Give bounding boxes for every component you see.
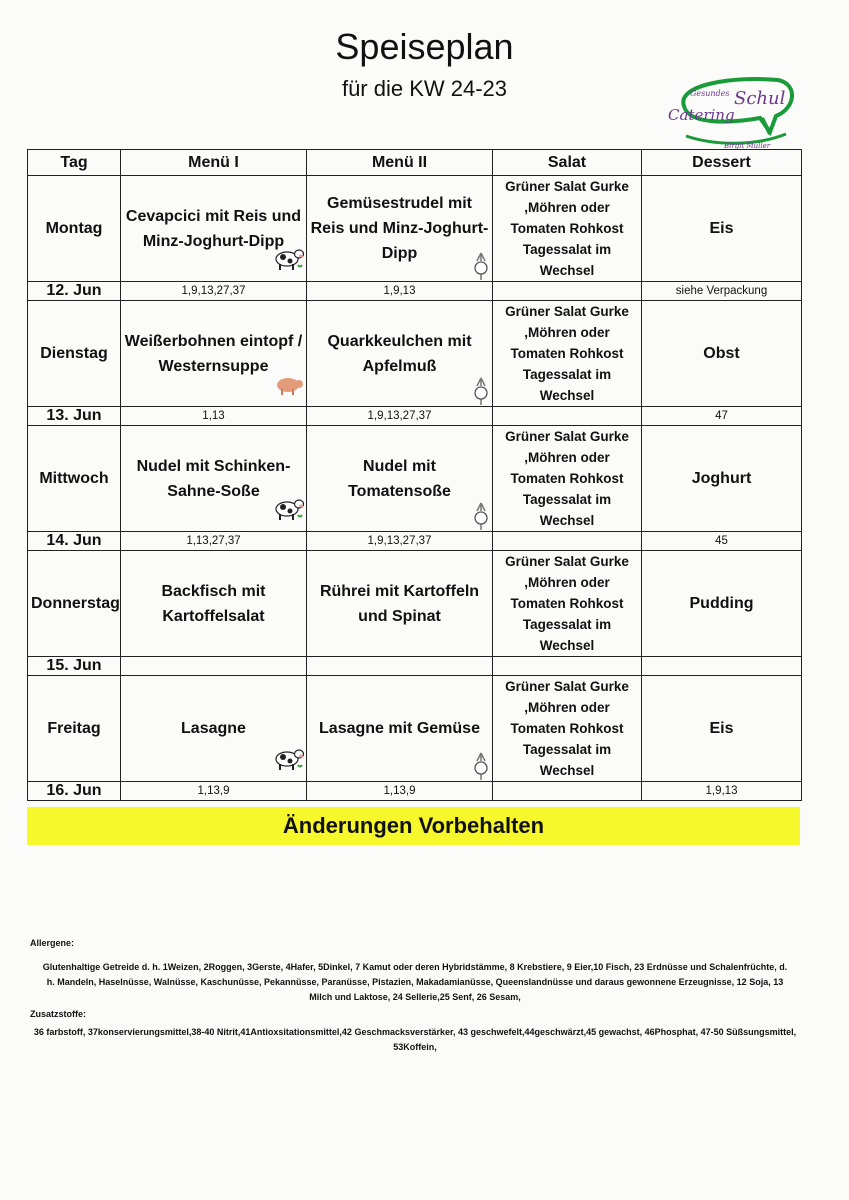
menu-table <box>27 149 802 801</box>
header-salat: Salat <box>493 150 642 176</box>
day-name: Donnerstag <box>28 551 121 657</box>
salad-allergens <box>493 657 642 676</box>
dessert-allergens <box>642 657 802 676</box>
logo-line4: Birgit Müller <box>724 142 771 150</box>
menu2-text: Lasagne mit Gemüse <box>319 720 480 737</box>
logo-line1: Gesundes <box>690 89 730 98</box>
allergen-row <box>28 782 802 801</box>
day-row <box>28 676 802 782</box>
menu1-allergens: 1,13 <box>121 407 307 426</box>
menu1-text: Lasagne <box>181 720 246 737</box>
dessert-allergens: siehe Verpackung <box>642 282 802 301</box>
menu2-text: Rührei mit Kartoffeln und Spinat <box>319 582 480 625</box>
dessert-cell: Eis <box>642 676 802 782</box>
menu1-allergens: 1,9,13,27,37 <box>121 282 307 301</box>
day-row <box>28 426 802 532</box>
menu1-allergens: 1,13,27,37 <box>121 532 307 551</box>
header-menu2: Menü II <box>307 150 493 176</box>
notes-section <box>30 938 800 1055</box>
header-dessert: Dessert <box>642 150 802 176</box>
salad-allergens <box>493 282 642 301</box>
menu1-text: Weißerbohnen eintopf / Westernsuppe <box>124 332 303 375</box>
menu1-text: Cevapcici mit Reis und Minz-Joghurt-Dipp <box>125 207 302 250</box>
allergen-row <box>28 532 802 551</box>
menu2-allergens: 1,9,13,27,37 <box>307 532 493 551</box>
menu2-allergens: 1,9,13,27,37 <box>307 407 493 426</box>
catering-logo <box>666 74 798 154</box>
dessert-cell: Obst <box>642 301 802 407</box>
day-name: Freitag <box>28 676 121 782</box>
menu1-text: Nudel mit Schinken-Sahne-Soße <box>136 457 291 500</box>
salad-cell: Grüner Salat Gurke ,Möhren oder Tomaten Rohkost Tagessalat im Wechsel <box>493 551 642 657</box>
pig-icon <box>274 374 304 404</box>
day-date: 14. Jun <box>28 532 121 551</box>
menu1-allergens <box>121 657 307 676</box>
dessert-cell: Pudding <box>642 551 802 657</box>
menu2-dish <box>307 426 493 532</box>
day-row <box>28 176 802 282</box>
day-row <box>28 301 802 407</box>
allergene-heading: Allergene: <box>30 938 75 948</box>
header-menu1: Menü I <box>121 150 307 176</box>
header-tag: Tag <box>28 150 121 176</box>
salad-cell: Grüner Salat Gurke ,Möhren oder Tomaten Rohkost Tagessalat im Wechsel <box>493 426 642 532</box>
menu1-dish <box>121 301 307 407</box>
dessert-allergens: 47 <box>642 407 802 426</box>
menu1-dish <box>121 176 307 282</box>
menu1-dish <box>121 426 307 532</box>
menu2-dish <box>307 176 493 282</box>
menu1-dish <box>121 551 307 657</box>
zusatz-text: 36 farbstoff, 37konservierungsmittel,38-40 Nitrit,41Antioxsitationsmittel,42 Geschmacksverstärker, 43 geschwefelt,44geschwärzt,45 gewachst, 46Phosphat, 47-50 Süßsungsmittel, 53Koffein, <box>33 1027 797 1052</box>
allergen-row <box>28 407 802 426</box>
day-name: Dienstag <box>28 301 121 407</box>
dessert-allergens: 1,9,13 <box>642 782 802 801</box>
day-date: 12. Jun <box>28 282 121 301</box>
salad-allergens <box>493 782 642 801</box>
salad-allergens <box>493 407 642 426</box>
logo-line3: Catering <box>668 106 735 124</box>
menu2-dish <box>307 676 493 782</box>
menu2-dish <box>307 551 493 657</box>
salad-cell: Grüner Salat Gurke ,Möhren oder Tomaten Rohkost Tagessalat im Wechsel <box>493 676 642 782</box>
day-date: 15. Jun <box>28 657 121 676</box>
menu1-text: Backfisch mit Kartoffelsalat <box>161 582 266 625</box>
cow-icon <box>274 495 304 529</box>
page-subtitle: für die KW 24-23 <box>341 76 508 101</box>
dessert-cell: Eis <box>642 176 802 282</box>
logo-line2: Schul <box>734 88 786 109</box>
menu1-dish <box>121 676 307 782</box>
day-name: Mittwoch <box>28 426 121 532</box>
allergene-text: Glutenhaltige Getreide d. h. 1Weizen, 2Roggen, 3Gerste, 4Hafer, 5Dinkel, 7 Kamut oder deren Hybridstämme, 8 Krebstiere, 9 Eier,10 Fisch, 23 Erdnüsse und Schalenfrüchte, d. h. Mandeln, Haselnüsse, Walnüsse, Kaschunüsse, Pekannüsse, Paranüsse, Pistazien, Makadamianüsse, Queenslandnüsse und daraus gewonnene Erzeugnisse, 12 Soja, 13 Milch und Laktose, 24 Sellerie,25 Senf, 26 Sesam, <box>42 962 788 1002</box>
day-name: Montag <box>28 176 121 282</box>
day-date: 16. Jun <box>28 782 121 801</box>
menu2-text: Gemüsestrudel mit Reis und Minz-Joghurt-Dipp <box>310 195 489 262</box>
menu2-dish <box>307 301 493 407</box>
day-row <box>28 551 802 657</box>
menu2-allergens: 1,13,9 <box>307 782 493 801</box>
cow-icon <box>274 245 304 279</box>
day-date: 13. Jun <box>28 407 121 426</box>
page-title: Speiseplan <box>335 26 514 67</box>
menu2-text: Quarkkeulchen mit Apfelmuß <box>327 332 472 375</box>
salad-cell: Grüner Salat Gurke ,Möhren oder Tomaten Rohkost Tagessalat im Wechsel <box>493 301 642 407</box>
allergen-row <box>28 282 802 301</box>
dessert-allergens: 45 <box>642 532 802 551</box>
cow-icon <box>274 745 304 779</box>
dessert-cell: Joghurt <box>642 426 802 532</box>
menu1-allergens: 1,13,9 <box>121 782 307 801</box>
menu2-allergens <box>307 657 493 676</box>
allergen-row <box>28 657 802 676</box>
salad-allergens <box>493 532 642 551</box>
zusatz-heading: Zusatzstoffe: <box>30 1009 86 1019</box>
changes-banner: Änderungen Vorbehalten <box>27 807 800 845</box>
menu2-allergens: 1,9,13 <box>307 282 493 301</box>
header-row <box>28 150 802 176</box>
salad-cell: Grüner Salat Gurke ,Möhren oder Tomaten Rohkost Tagessalat im Wechsel <box>493 176 642 282</box>
menu2-text: Nudel mit Tomatensoße <box>348 457 451 500</box>
